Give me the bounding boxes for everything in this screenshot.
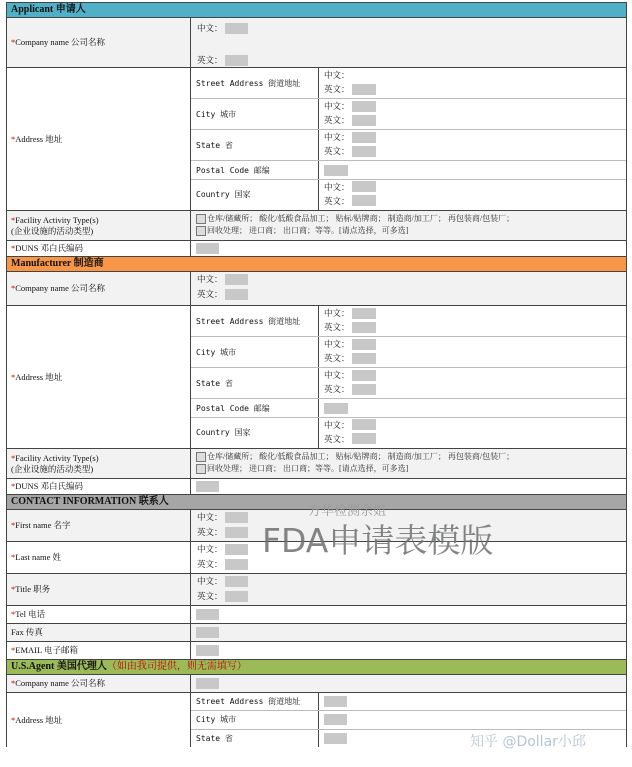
email-field[interactable] <box>196 645 219 656</box>
title-cn-field[interactable] <box>225 576 248 587</box>
applicant-company-row: * Company name 公司名称 中文： 英文： <box>7 18 627 68</box>
manufacturer-facility-row: *Facility Activity Type(s) (企业设施的活动类型) 仓库/储藏所； 酸化/低酸食品加工； 贴标/贴牌商； 制造商/加工厂； 再包装商/包装厂； 回收处理； 进口商； 出口商；等等。[请点选择，可多选] <box>7 449 627 479</box>
contact-fax-row <box>7 624 627 642</box>
manufacturer-city-en-field[interactable] <box>352 353 376 364</box>
manufacturer-facility-options: 仓库/储藏所； 酸化/低酸食品加工； 贴标/贴牌商； 制造商/加工厂； 再包装商/包装厂； <box>207 452 515 461</box>
manufacturer-country-en-field[interactable] <box>352 433 376 444</box>
contact-title-row: * Title 职务 中文： 英文： <box>7 574 627 606</box>
applicant-city-en-field[interactable] <box>352 115 376 126</box>
applicant-street-field[interactable] <box>352 84 376 95</box>
applicant-address-row: * Address 地址 Street Address 街道地址 中文： 英文： City 城市 中文： 英文： State 省 中文： 英文： Postal Code 邮编 Country 国家 中文： 英文： <box>7 68 627 211</box>
applicant-state-label: State 省 <box>191 130 319 160</box>
applicant-facility-row: *Facility Activity Type(s) (企业设施的活动类型) 仓库/储藏所； 酸化/低酸食品加工； 贴标/贴牌商； 制造商/加工厂； 再包装商/包装厂； 回收处理； 进口商； 出口商；等等。[请点选择，可多选] <box>7 211 627 241</box>
manufacturer-company-label: Company name 公司名称 <box>15 283 105 293</box>
applicant-duns-row: * DUNS 邓白氏编码 <box>7 241 627 257</box>
manufacturer-duns-label: DUNS 邓白氏编码 <box>15 481 84 491</box>
checkbox-icon[interactable] <box>196 226 206 236</box>
applicant-street-label: Street Address 街道地址 <box>191 68 319 98</box>
applicant-state-en-field[interactable] <box>352 146 376 157</box>
manufacturer-city-label: City 城市 <box>191 337 319 367</box>
applicant-company-en-field[interactable] <box>225 55 248 66</box>
zhihu-watermark: 知乎 @Dollar小邱 <box>470 734 586 750</box>
agent-city-field[interactable] <box>324 714 347 725</box>
agent-state-label: State 省 <box>191 730 319 747</box>
first-name-cn-field[interactable] <box>225 512 248 523</box>
agent-section-header: U.S.Agent 美国代理人（如由我司提供，则无需填写） <box>7 660 627 675</box>
applicant-address-label: Address 地址 <box>15 133 63 144</box>
manufacturer-state-label: State 省 <box>191 368 319 398</box>
manufacturer-country-cn-field[interactable] <box>352 419 376 430</box>
applicant-section-header: Applicant 申请人 <box>7 3 627 18</box>
manufacturer-facility-label: Facility Activity Type(s) <box>15 452 99 463</box>
applicant-country-en-field[interactable] <box>352 195 376 206</box>
title-en-field[interactable] <box>225 591 248 602</box>
applicant-city-label: City 城市 <box>191 99 319 129</box>
manufacturer-company-row: * Company name 公司名称 中文： 英文： <box>7 272 627 306</box>
contact-first-row: * First name 名字 中文： 英文： <box>7 510 627 542</box>
agent-address-row: * Address 地址 Street Address 街道地址 City 城市 State 省 <box>7 693 627 747</box>
manufacturer-duns-field[interactable] <box>196 481 219 492</box>
agent-street-field[interactable] <box>324 696 347 707</box>
contact-last-label: Last name 姓 <box>15 552 62 562</box>
checkbox-icon[interactable] <box>196 464 206 474</box>
applicant-duns-label: DUNS 邓白氏编码 <box>15 243 84 253</box>
applicant-country-label: Country 国家 <box>191 180 319 210</box>
manufacturer-postal-field[interactable] <box>324 403 348 414</box>
agent-note: （如由我司提供，则无需填写） <box>106 661 247 672</box>
applicant-state-cn-field[interactable] <box>352 132 376 143</box>
agent-company-field[interactable] <box>196 678 219 689</box>
watermark-small: 方华检测余姐 <box>308 504 387 519</box>
manufacturer-street-en-field[interactable] <box>352 322 376 333</box>
contact-email-label: EMAIL 电子邮箱 <box>15 645 78 655</box>
manufacturer-state-en-field[interactable] <box>352 384 376 395</box>
manufacturer-postal-label: Postal Code 邮编 <box>191 399 319 417</box>
contact-section-header: CONTACT INFORMATION 联系人 <box>7 495 627 510</box>
applicant-company-cn-field[interactable] <box>225 23 248 34</box>
checkbox-icon[interactable] <box>196 214 206 224</box>
last-name-en-field[interactable] <box>225 559 248 570</box>
applicant-facility-label: Facility Activity Type(s) <box>15 214 99 225</box>
contact-email-row: * EMAIL 电子邮箱 <box>7 642 627 660</box>
manufacturer-city-cn-field[interactable] <box>352 339 376 350</box>
agent-company-row: * Company name 公司名称 <box>7 675 627 693</box>
manufacturer-company-en-field[interactable] <box>225 289 248 300</box>
manufacturer-address-row: * Address 地址 Street Address 街道地址 中文： 英文： City 城市 中文： 英文： State 省 中文： 英文： Postal Code 邮编 Country 国家 中文： 英文： <box>7 306 627 449</box>
contact-title-label: Title 职务 <box>15 584 51 594</box>
tel-field[interactable] <box>196 609 219 620</box>
applicant-country-cn-field[interactable] <box>352 181 376 192</box>
contact-tel-row: * Tel 电话 <box>7 606 627 624</box>
fax-field[interactable] <box>196 627 219 638</box>
applicant-city-cn-field[interactable] <box>352 101 376 112</box>
manufacturer-country-label: Country 国家 <box>191 418 319 448</box>
agent-state-field[interactable] <box>324 733 347 744</box>
applicant-postal-label: Postal Code 邮编 <box>191 161 319 179</box>
contact-first-label: First name 名字 <box>15 520 71 530</box>
manufacturer-section-header: Manufacturer 制造商 <box>7 257 627 272</box>
checkbox-icon[interactable] <box>196 452 206 462</box>
applicant-duns-field[interactable] <box>196 243 219 254</box>
applicant-company-label: Company name 公司名称 <box>15 37 105 47</box>
fda-application-form <box>6 2 627 747</box>
contact-last-row: * Last name 姓 中文： 英文： <box>7 542 627 574</box>
applicant-facility-options: 仓库/储藏所； 酸化/低酸食品加工； 贴标/贴牌商； 制造商/加工厂； 再包装商/包装厂； <box>207 214 515 223</box>
agent-city-label: City 城市 <box>191 711 319 728</box>
agent-street-label: Street Address 街道地址 <box>191 693 319 710</box>
manufacturer-state-cn-field[interactable] <box>352 370 376 381</box>
contact-fax-label: Fax 传真 <box>11 627 43 637</box>
watermark-title: FDA申请表模版 <box>262 521 494 560</box>
agent-company-label: Company name 公司名称 <box>15 678 105 688</box>
manufacturer-address-label: Address 地址 <box>15 371 63 382</box>
contact-tel-label: Tel 电话 <box>15 609 46 619</box>
applicant-postal-field[interactable] <box>324 165 348 176</box>
manufacturer-street-cn-field[interactable] <box>352 308 376 319</box>
manufacturer-company-cn-field[interactable] <box>225 274 248 285</box>
manufacturer-street-label: Street Address 街道地址 <box>191 306 319 336</box>
agent-address-label: Address 地址 <box>15 714 63 725</box>
last-name-cn-field[interactable] <box>225 544 248 555</box>
manufacturer-duns-row: * DUNS 邓白氏编码 <box>7 479 627 495</box>
first-name-en-field[interactable] <box>225 527 248 538</box>
